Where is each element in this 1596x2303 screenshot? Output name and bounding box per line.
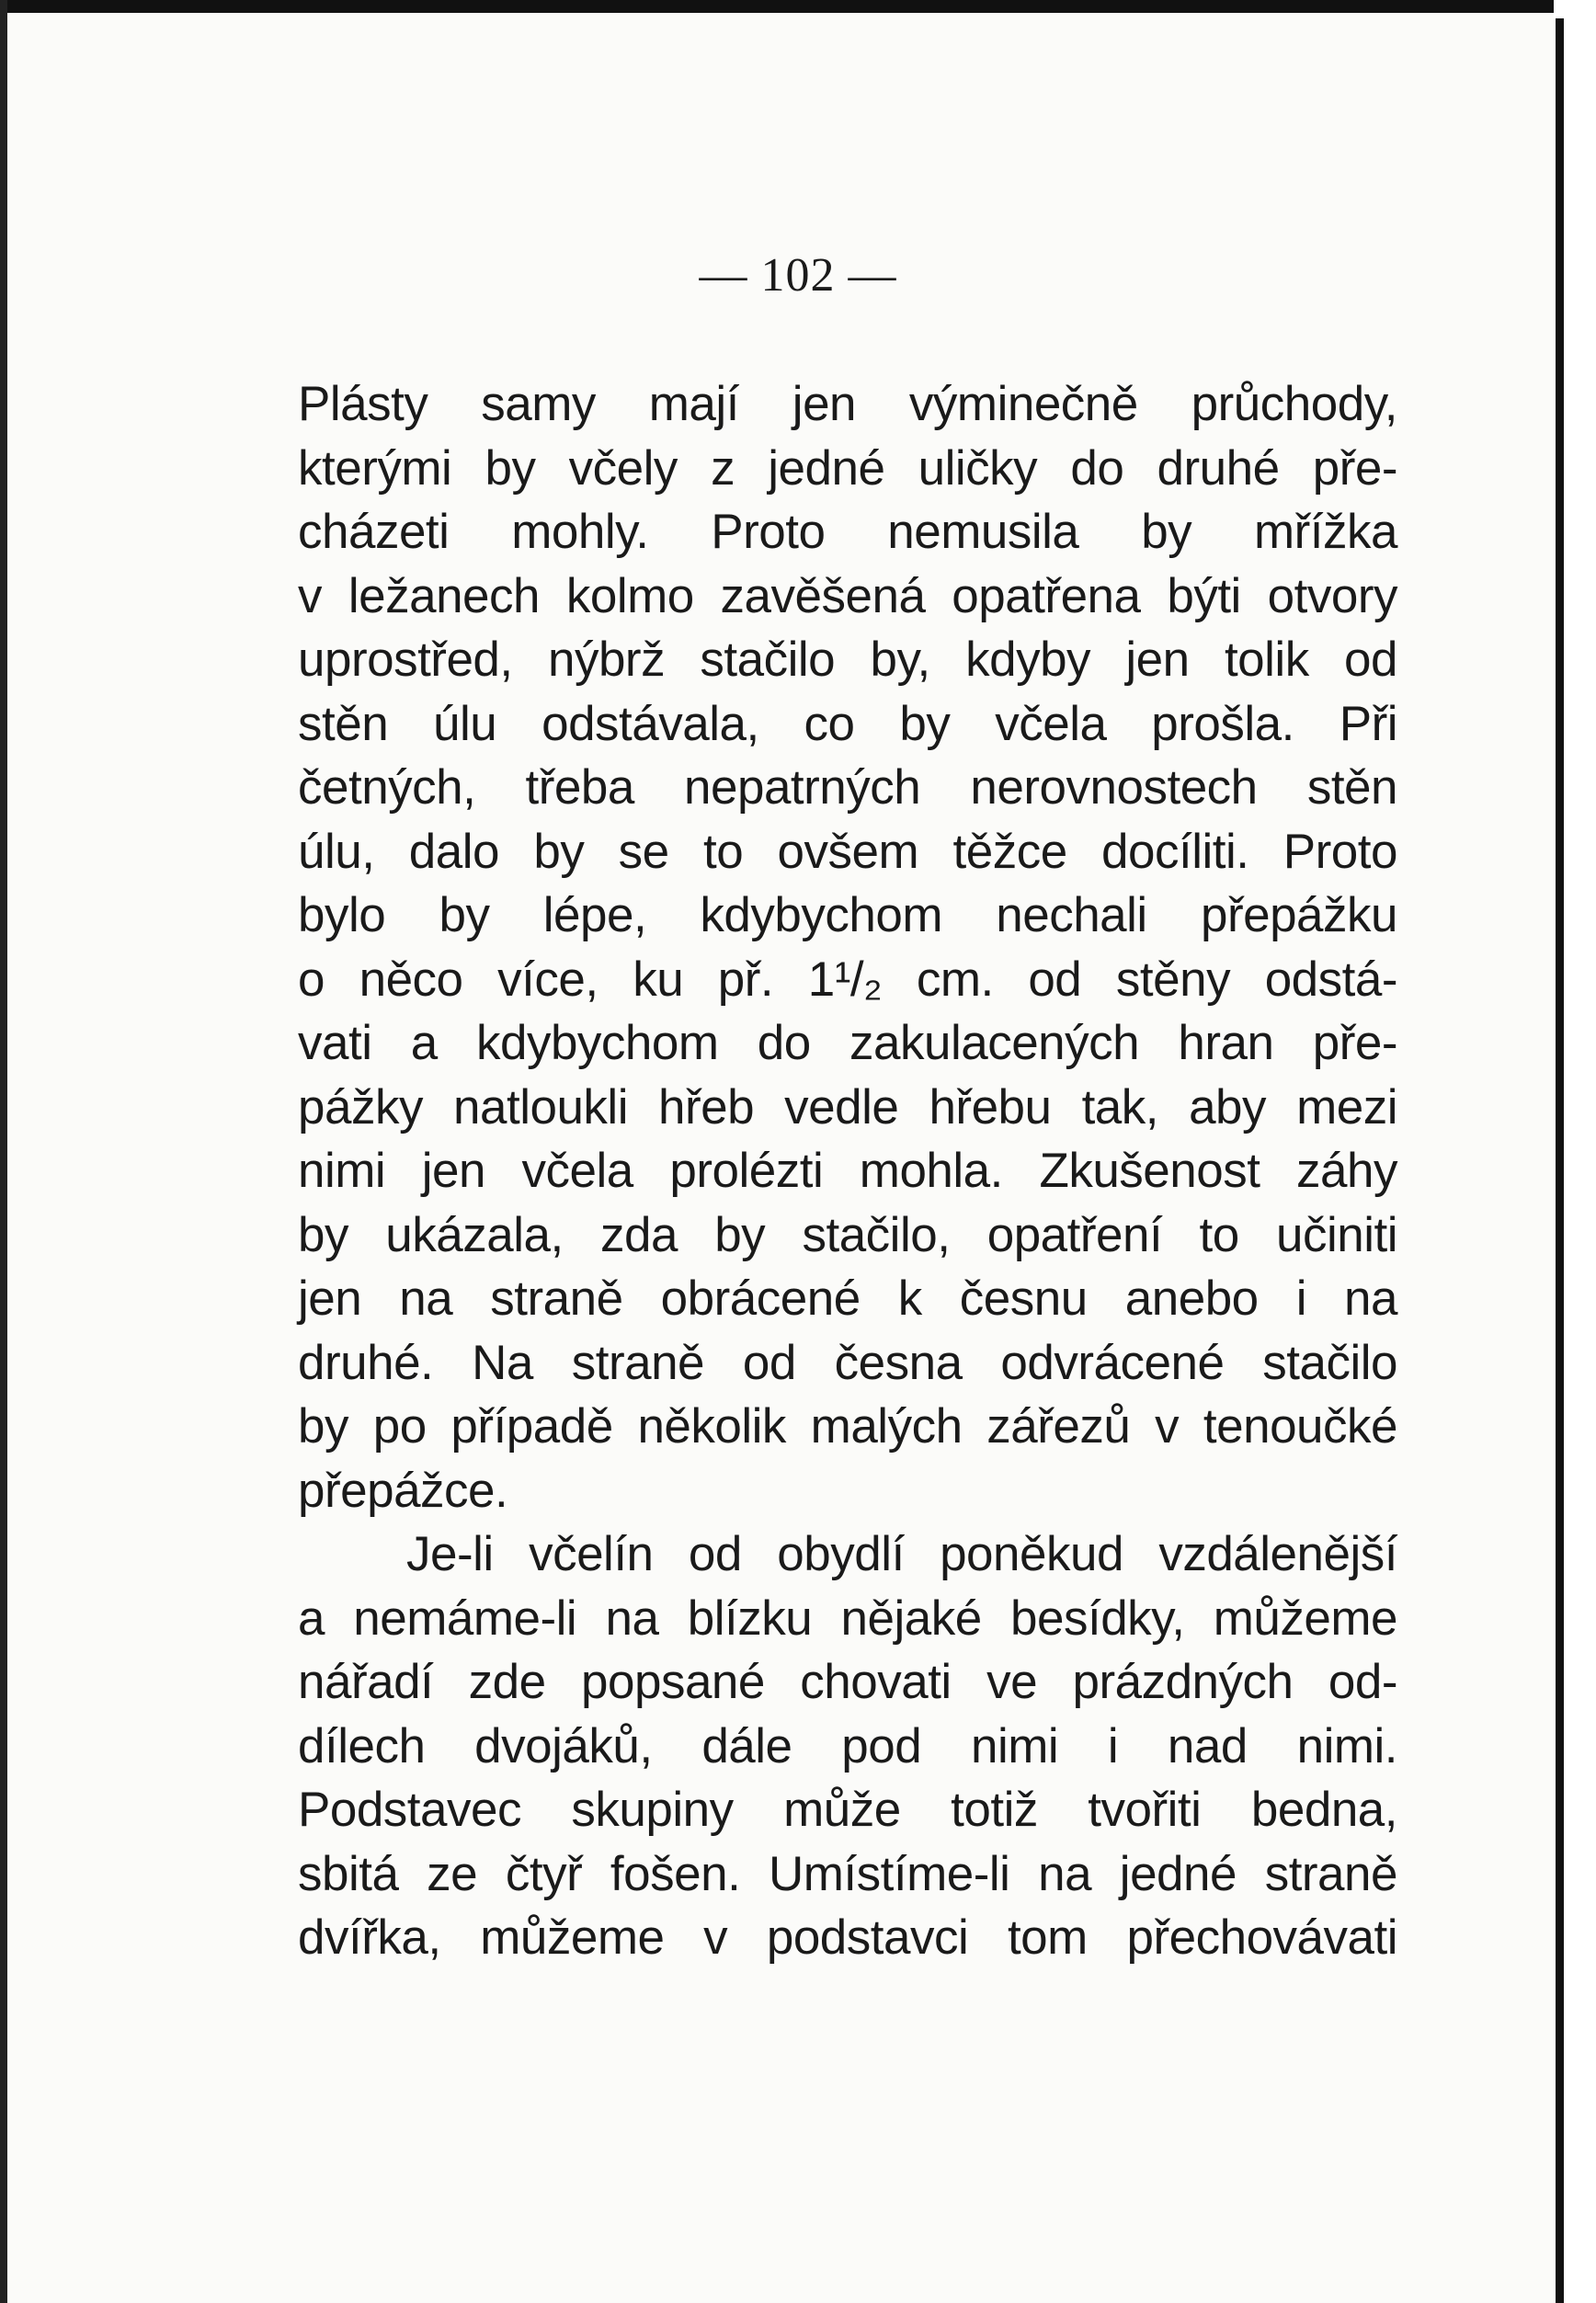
- scan-top-edge: [0, 0, 1596, 13]
- text-line: Plásty samy mají jen výminečně průchody,: [298, 377, 1397, 431]
- text-line: nimi jen včela prolézti mohla. Zkušenost záhy: [298, 1144, 1397, 1198]
- text-line: a nemáme-li na blízku nějaké besídky, můžeme: [298, 1590, 1397, 1646]
- text-line: druhé. Na straně od česna odvrácené stačilo: [298, 1335, 1397, 1390]
- text-line: v ležanech kolmo zavěšená opatřena býti otvory: [298, 568, 1397, 623]
- text-line: Podstavec skupiny může totiž tvořiti bedna,: [298, 1783, 1397, 1837]
- text-line: jen na straně obrácené k česnu anebo i na: [298, 1271, 1397, 1326]
- page-number: — 102 —: [699, 249, 897, 302]
- text-line: by po případě několik malých zářezů v tenoučké: [298, 1399, 1397, 1454]
- text-line: četných, třeba nepatrných nerovnostech stěn: [298, 760, 1397, 815]
- scan-left-edge: [0, 0, 7, 2303]
- body-text: [298, 372, 1397, 1970]
- text-line: úlu, dalo by se to ovšem těžce docíliti. Proto: [298, 824, 1397, 879]
- text-line: bylo by lépe, kdybychom nechali přepážku: [298, 888, 1397, 942]
- text-line: nářadí zde popsané chovati ve prázdných od-: [298, 1655, 1397, 1709]
- text-line: kterými by včely z jedné uličky do druhé pře-: [298, 440, 1397, 496]
- text-line: vati a kdybychom do zakulacených hran pře-: [298, 1016, 1397, 1070]
- text-line: o něco více, ku př. 1¹/₂ cm. od stěny odstá-: [298, 952, 1397, 1007]
- text-line: uprostřed, nýbrž stačilo by, kdyby jen tolik od: [298, 633, 1397, 687]
- text-line: Je-li včelín od obydlí poněkud vzdálenější: [406, 1527, 1397, 1581]
- scan-right-edge: [1556, 18, 1564, 2303]
- text-line: stěn úlu odstávala, co by včela prošla. Při: [298, 696, 1397, 751]
- text-line: sbitá ze čtyř fošen. Umístíme-li na jedné straně: [298, 1846, 1397, 1901]
- text-line: by ukázala, zda by stačilo, opatření to učiniti: [298, 1207, 1397, 1262]
- text-line: pážky natloukli hřeb vedle hřebu tak, aby mezi: [298, 1079, 1397, 1134]
- text-line: přepážce.: [298, 1463, 508, 1518]
- text-line: cházeti mohly. Proto nemusila by mřížka: [298, 505, 1397, 559]
- paragraph-2: [298, 1522, 1397, 1970]
- paragraph-1: [298, 372, 1397, 1522]
- text-line: dílech dvojáků, dále pod nimi i nad nimi.: [298, 1718, 1397, 1773]
- text-line: dvířka, můžeme v podstavci tom přechovávati: [298, 1910, 1397, 1965]
